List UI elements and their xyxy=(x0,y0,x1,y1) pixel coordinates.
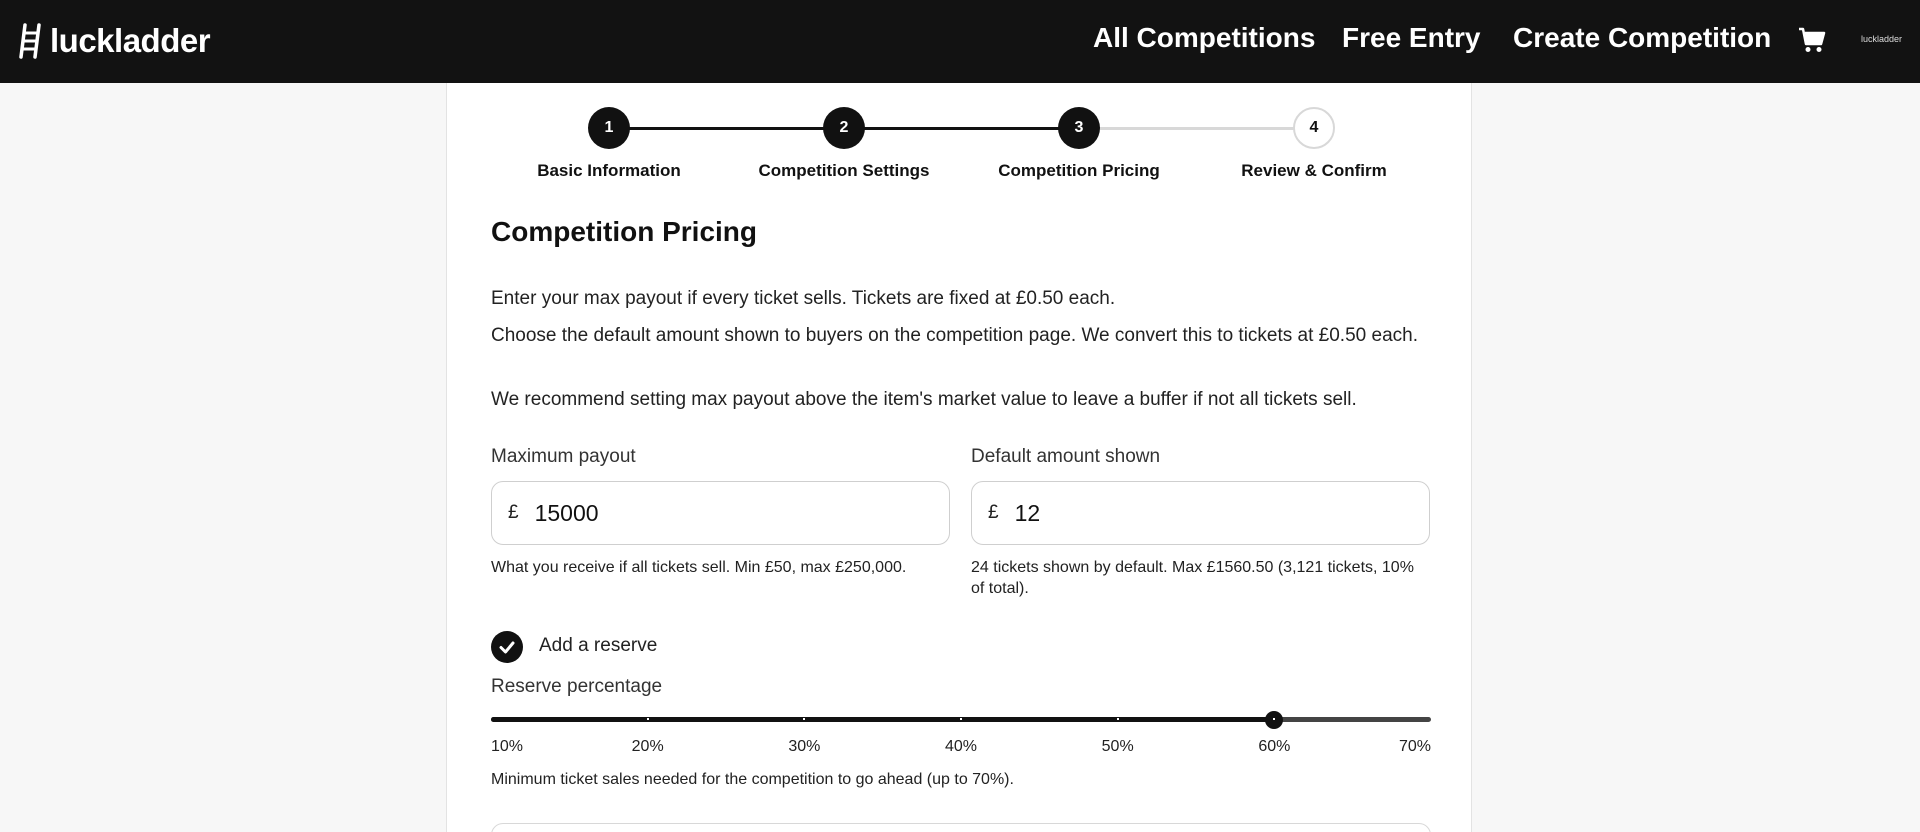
next-section-box xyxy=(491,823,1431,832)
default-amount-currency: £ xyxy=(988,502,999,523)
max-payout-input[interactable] xyxy=(535,500,915,527)
slider-tick-label: 30% xyxy=(788,738,821,755)
slider-tick-mark xyxy=(1117,718,1119,720)
slider-thumb[interactable] xyxy=(1265,711,1283,729)
slider-tick-mark xyxy=(1273,718,1275,720)
slider-tick-mark xyxy=(960,718,962,720)
step-1-label: Basic Information xyxy=(537,161,681,180)
default-amount-label: Default amount shown xyxy=(971,446,1161,467)
shopping-cart-icon[interactable] xyxy=(1798,26,1826,54)
default-amount-field[interactable] xyxy=(971,481,1430,545)
logo[interactable] xyxy=(18,22,210,60)
step-2-label: Competition Settings xyxy=(758,161,930,180)
default-amount-input[interactable] xyxy=(1015,500,1395,527)
slider-tick-label: 10% xyxy=(491,738,524,755)
max-payout-hint: What you receive if all tickets sell. Min £50, max £250,000. xyxy=(491,559,907,576)
reserve-percentage-slider[interactable] xyxy=(491,710,1431,730)
slider-tick-label: 20% xyxy=(631,738,664,755)
page-title: Competition Pricing xyxy=(491,216,757,247)
slider-tick-mark xyxy=(647,718,649,720)
top-navigation-bar xyxy=(0,0,1920,83)
slider-tick-labels xyxy=(491,738,1431,760)
progress-stepper xyxy=(447,83,1471,193)
step-connector-1-2 xyxy=(609,127,844,130)
create-competition-card xyxy=(446,83,1472,832)
slider-tick-label: 50% xyxy=(1101,738,1134,755)
checkmark-icon xyxy=(497,637,517,657)
nav-all-competitions[interactable]: All Competitions xyxy=(1093,22,1316,53)
step-3-label: Competition Pricing xyxy=(998,161,1160,180)
intro-text-3: We recommend setting max payout above the item's market value to leave a buffer if not all tickets sell. xyxy=(491,389,1357,410)
reserve-percentage-label: Reserve percentage xyxy=(491,676,663,697)
reserve-help-text: Minimum ticket sales needed for the competition to go ahead (up to 70%). xyxy=(491,771,1014,788)
default-amount-hint: 24 tickets shown by default. Max £1560.50 (3,121 tickets, 10% of total). xyxy=(971,559,1414,597)
nav-free-entry[interactable]: Free Entry xyxy=(1342,22,1481,53)
step-connector-2-3 xyxy=(844,127,1079,130)
slider-tick-label: 40% xyxy=(945,738,978,755)
step-2-circle[interactable]: 2 xyxy=(823,107,865,149)
step-1-circle[interactable]: 1 xyxy=(588,107,630,149)
slider-tick-label: 70% xyxy=(1399,738,1432,755)
ladder-logo-icon xyxy=(18,23,42,59)
add-reserve-checkbox[interactable] xyxy=(491,631,523,663)
step-4-circle[interactable]: 4 xyxy=(1293,107,1335,149)
add-reserve-label[interactable]: Add a reserve xyxy=(539,635,658,656)
intro-text-2: Choose the default amount shown to buyers on the competition page. We convert this to tickets at £0.50 each. xyxy=(491,325,1418,346)
mini-logo-text: luckladder xyxy=(1861,34,1903,44)
account-avatar-logo[interactable] xyxy=(1861,34,1902,44)
step-3-circle[interactable]: 3 xyxy=(1058,107,1100,149)
nav-create-competition[interactable]: Create Competition xyxy=(1513,22,1772,53)
slider-tick-label: 60% xyxy=(1258,738,1291,755)
max-payout-field[interactable] xyxy=(491,481,950,545)
max-payout-currency: £ xyxy=(508,502,519,523)
slider-fill xyxy=(491,717,1274,722)
step-4-label: Review & Confirm xyxy=(1241,161,1387,180)
max-payout-label: Maximum payout xyxy=(491,446,636,467)
intro-text-1: Enter your max payout if every ticket sells. Tickets are fixed at £0.50 each. xyxy=(491,288,1116,309)
logo-text: luckladder xyxy=(50,22,211,59)
step-connector-3-4 xyxy=(1079,127,1314,130)
slider-tick-mark xyxy=(803,718,805,720)
